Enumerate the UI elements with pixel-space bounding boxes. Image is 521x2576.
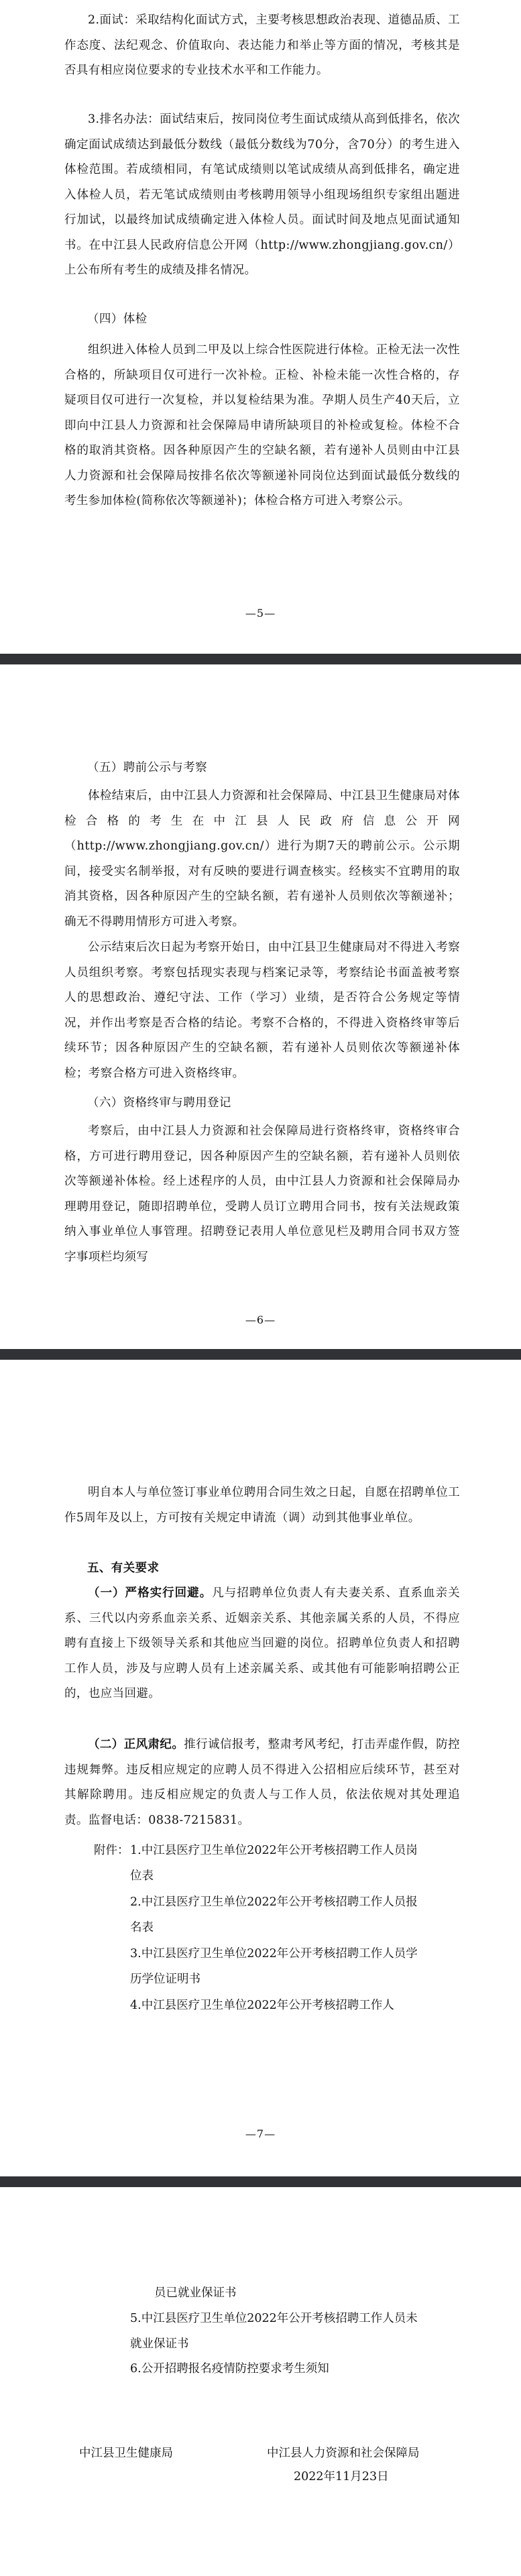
paragraph-lead: （一）严格实行回避。 [88,1586,213,1600]
paragraph: 公示结束后次日起为考察开始日，由中江县卫生健康局对不得进入考察人员组织考察。考察包括现实表现与档案记录等，考察结论书面盖被考察人的思想政治、遵纪守法、工作（学习）业绩，是否符合公务规定等情况，并作出考察是否合格的结论。考察不合格的，不得进入资格终审等后续环节；因各种原因产生的空缺名额，若有递补人员则依次等额递补体检；考察合格方可进入资格终审。 [64,941,460,1080]
section-heading: （五）聘前公示与考察 [87,761,207,774]
attachment-item: 4.中江县医疗卫生单位2022年公开考核招聘工作人 [130,1999,394,2012]
section-heading: （四）体检 [87,312,148,326]
page-7 [0,1360,521,2176]
paragraph: 2.面试：采取结构化面试方式，主要考核思想政治表现、道德品质、工作态度、法纪观念、价值取向、表达能力和举止等方面的情况，考核其是否具有相应岗位要求的专业技术水平和工作能力。 [64,13,460,77]
paragraph-body: 推行诚信报考，整肃考风考纪，打击弄虚作假，防控违规舞弊。违反相应规定的应聘人员不得进入公招相应后续环节，甚至对其解除聘用。违反相应规定的负责人与工作人员，依法依规对其处理追责。监督电话：0838-7215831。 [64,1738,461,1827]
paragraph: 考察后，由中江县人力资源和社会保障局进行资格终审，资格终审合格，方可进行聘用登记，因各种原因产生的空缺名额，若有递补人员则依次等额递补体检。经上述程序的人员，由中江县人力资源和社会保障局办理聘用登记，随即招聘单位，受聘人员订立聘用合同书，按有关法规政策纳入事业单位人事管理。招聘登记表用人单位意见栏及聘用合同书双方签字事项栏均须写 [64,1124,460,1264]
paragraph-lead: （二）正风肃纪。 [88,1738,184,1751]
attachment-item: 3.中江县医疗卫生单位2022年公开考核招聘工作人员学历学位证明书 [130,1947,418,1986]
paragraph-body: 凡与招聘单位负责人有夫妻关系、直系血亲关系、三代以内旁系血亲关系、近姻亲关系、其他亲属关系的人员，不得应聘有直接上下级领导关系和其他应当回避的岗位。招聘单位负责人和招聘工作人员，涉及与应聘人员有上述亲属关系、或其他有可能影响招聘公正的，也应当回避。 [64,1586,461,1700]
paragraph [64,1733,460,1833]
page-5 [0,0,521,654]
paragraph: 体检结束后，由中江县人力资源和社会保障局、中江县卫生健康局对体检合格的考生在中江县人民政府信息公开网（http://www.zhongjiang.gov.cn/）进行为期7天的聘前公示。公示期间，接受实名制举报，对有反映的要进行调查核实。经核实不宜聘用的取消其资格，因各种原因产生的空缺名额，若有递补人员则依次等额递补；确无不得聘用情形方可进入考察。 [64,789,460,929]
section-heading: 五、有关要求 [87,1562,160,1575]
attachment-item: 6.公开招聘报名疫情防控要求考生须知 [130,2362,329,2376]
page-6 [0,664,521,1349]
attachment-item: 2.中江县医疗卫生单位2022年公开考核招聘工作人员报名表 [130,1895,418,1934]
page-8 [0,2187,521,2576]
paragraph: 组织进入体检人员到二甲及以上综合性医院进行体检。正检无法一次性合格的，所缺项目仅可进行一次补检。正检、补检未能一次性合格的，存疑项目仅可进行一次复检，并以复检结果为准。孕期人员生产40天后，立即向中江县人力资源和社会保障局申请所缺项目的补检或复检。体检不合格的取消其资格。因各种原因产生的空缺名额，若有递补人员则由中江县人力资源和社会保障局按排名依次等额递补同岗位达到面试最低分数线的考生参加体检(简称依次等额递补)；体检合格方可进入考察公示。 [64,343,460,508]
paragraph [64,1581,460,1707]
issue-date: 2022年11月23日 [294,2470,389,2483]
page-separator [0,654,521,664]
page-number: —6— [245,1313,276,1326]
issuer-hr-bureau: 中江县人力资源和社会保障局 [267,2447,420,2460]
attachment-item: 1.中江县医疗卫生单位2022年公开考核招聘工作人员岗位表 [130,1844,418,1883]
paragraph: 3.排名办法：面试结束后，按同岗位考生面试成绩从高到低排名，依次确定面试成绩达到最低分数线（最低分数线为70分，含70分）的考生进入体检范围。若成绩相同，有笔试成绩则以笔试成绩从高到低排名，确定进入体检人员，若无笔试成绩则由考核聘用领导小组现场组织专家组出题进行加试，以最终加试成绩确定进入体检人员。面试时间及地点见面试通知书。在中江县人民政府信息公开网（http://www.zhongjiang.gov.cn/）上公布所有考生的成绩及排名情况。 [64,113,460,277]
section-heading: （六）资格终审与聘用登记 [87,1096,231,1110]
page-separator [0,1349,521,1360]
page-number: —7— [245,2127,276,2140]
page-separator [0,2176,521,2187]
paragraph: 明自本人与单位签订事业单位聘用合同生效之日起，自愿在招聘单位工作5周年及以上，方可按有关规定申请流（调）动到其他事业单位。 [64,1486,460,1525]
attachments-label: 附件： [94,1844,129,1857]
attachment-item: 员已就业保证书 [154,2286,237,2300]
attachment-item: 5.中江县医疗卫生单位2022年公开考核招聘工作人员未就业保证书 [130,2312,418,2351]
page-number: —5— [245,607,276,620]
issuer-health-bureau: 中江县卫生健康局 [79,2447,173,2460]
